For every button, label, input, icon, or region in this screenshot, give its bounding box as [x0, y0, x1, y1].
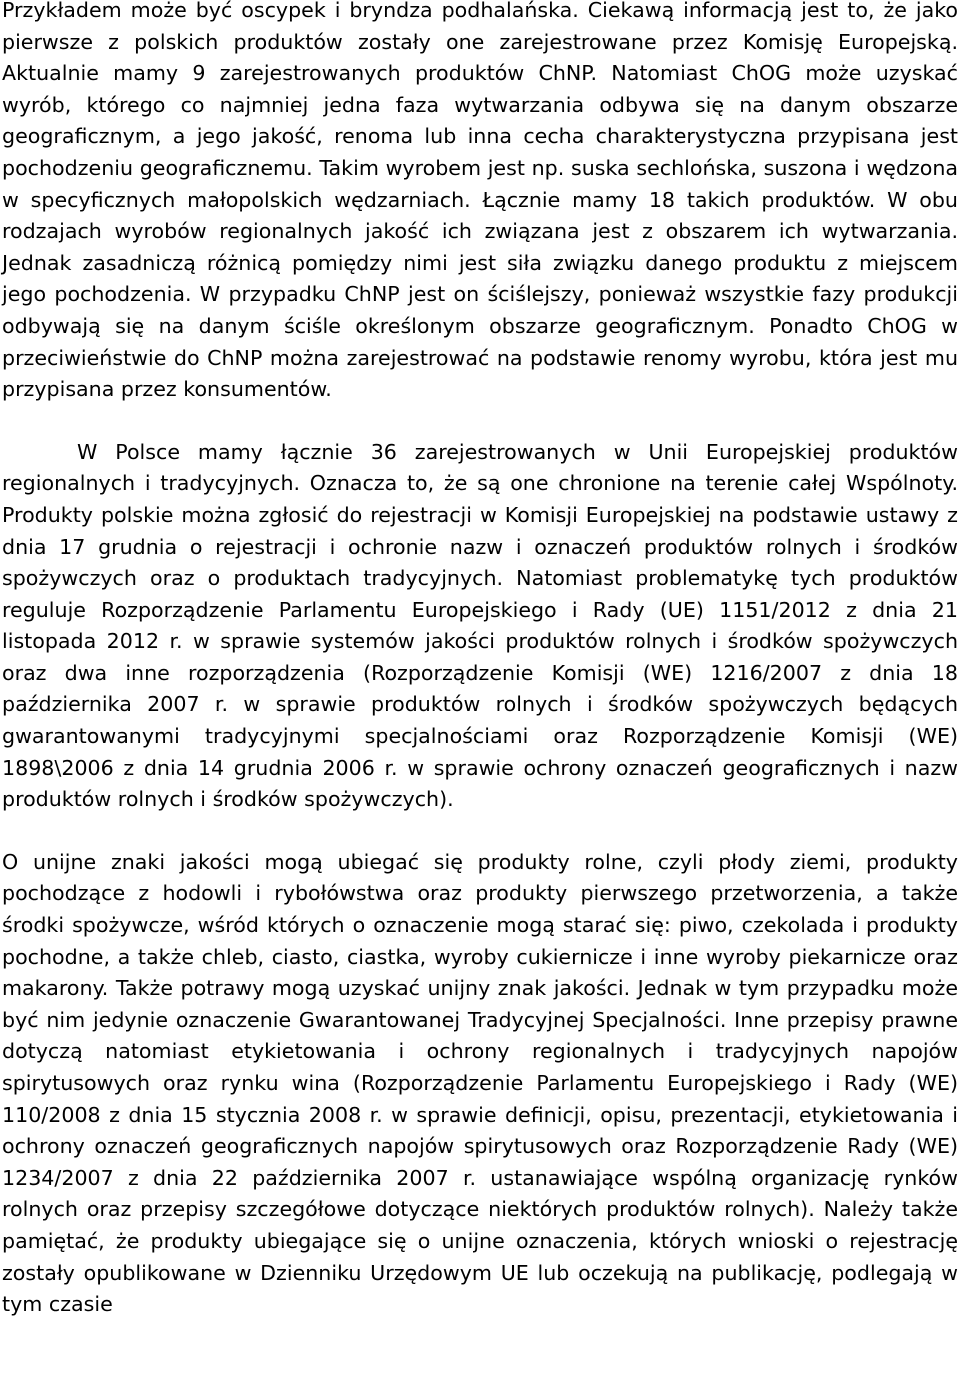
- paragraph-chnp-chog: Przykładem może być oscypek i bryndza podhalańska. Ciekawą informacją jest to, że jako pierwsze z polskich produktów zostały one zarejestrowane przez Komisję Europejską. Aktualnie mamy 9 zarejestrowanych produktów ChNP. Natomiast ChOG może uzyskać wyrób, którego co najmniej jedna faza wytwarzania odbywa się na danym obszarze geograficznym, a jego jakość, renoma lub inna cecha charakterystyczna przypisana jest pochodzeniu geograficznemu. Takim wyrobem jest np. suska sechlońska, suszona i wędzona w specyficznych małopolskich wędzarniach. Łącznie mamy 18 takich produktów. W obu rodzajach wyrobów regionalnych jakość ich związana jest z obszarem ich wytwarzania. Jednak zasadniczą różnicą pomiędzy nimi jest siła związku danego produktu z miejscem jego pochodzenia. W przypadku ChNP jest on ściślejszy, ponieważ wszystkie fazy produkcji odbywają się na danym ściśle określonym obszarze geograficznym. Ponadto ChOG w przeciwieństwie do ChNP można zarejestrować na podstawie renomy wyrobu, która jest mu przypisana przez konsumentów.: [2, 0, 958, 402]
- paragraph-registered-products: W Polsce mamy łącznie 36 zarejestrowanych w Unii Europejskiej produktów regionalnych i tradycyjnych. Oznacza to, że są one chronione na terenie całej Wspólnoty. Produkty polskie można zgłosić do rejestracji w Komisji Europejskiej na podstawie ustawy z dnia 17 grudnia o rejestracji i ochronie nazw i oznaczeń produktów rolnych i środków spożywczych oraz o produktach tradycyjnych. Natomiast problematykę tych produktów reguluje Rozporządzenie Parlamentu Europejskiego i Rady (UE) 1151/2012 z dnia 21 listopada 2012 r. w sprawie systemów jakości produktów rolnych i środków spożywczych oraz dwa inne rozporządzenia (Rozporządzenie Komisji (WE) 1216/2007 z dnia 18 października 2007 r. w sprawie produktów rolnych i środków spożywczych będących gwarantowanymi tradycyjnymi specjalnościami oraz Rozporządzenie Komisji (WE) 1898\2006 z dnia 14 grudnia 2006 r. w sprawie ochrony oznaczeń geograficznych i nazw produktów rolnych i środków spożywczych).: [2, 439, 958, 812]
- paragraph-eu-quality-marks: O unijne znaki jakości mogą ubiegać się produkty rolne, czyli płody ziemi, produkty pochodzące z hodowli i rybołówstwa oraz produkty pierwszego przetworzenia, a także środki spożywcze, wśród których o oznaczenie mogą starać się: piwo, czekolada i produkty pochodne, a także chleb, ciasto, ciastka, wyroby cukiernicze i inne wyroby piekarnicze oraz makarony. Także potrawy mogą uzyskać unijny znak jakości. Jednak w tym przypadku może być nim jedynie oznaczenie Gwarantowanej Tradycyjnej Specjalności. Inne przepisy prawne dotyczą natomiast etykietowania i ochrony regionalnych i tradycyjnych napojów spirytusowych oraz rynku wina (Rozporządzenie Parlamentu Europejskiego i Rady (WE) 110/2008 z dnia 15 stycznia 2008 r. w sprawie definicji, opisu, prezentacji, etykietowania i ochrony oznaczeń geograficznych napojów spirytusowych oraz Rozporządzenie Rady (WE) 1234/2007 z dnia 22 października 2007 r. ustanawiające wspólną organizację rynków rolnych oraz przepisy szczegółowe dotyczące niektórych produktów rolnych). Należy także pamiętać, że produkty ubiegające się o unijne oznaczenia, których wnioski o rejestrację zostały opublikowane w Dzienniku Urzędowym UE lub oczekują na publikację, podlegają w tym czasie: [2, 849, 958, 1317]
